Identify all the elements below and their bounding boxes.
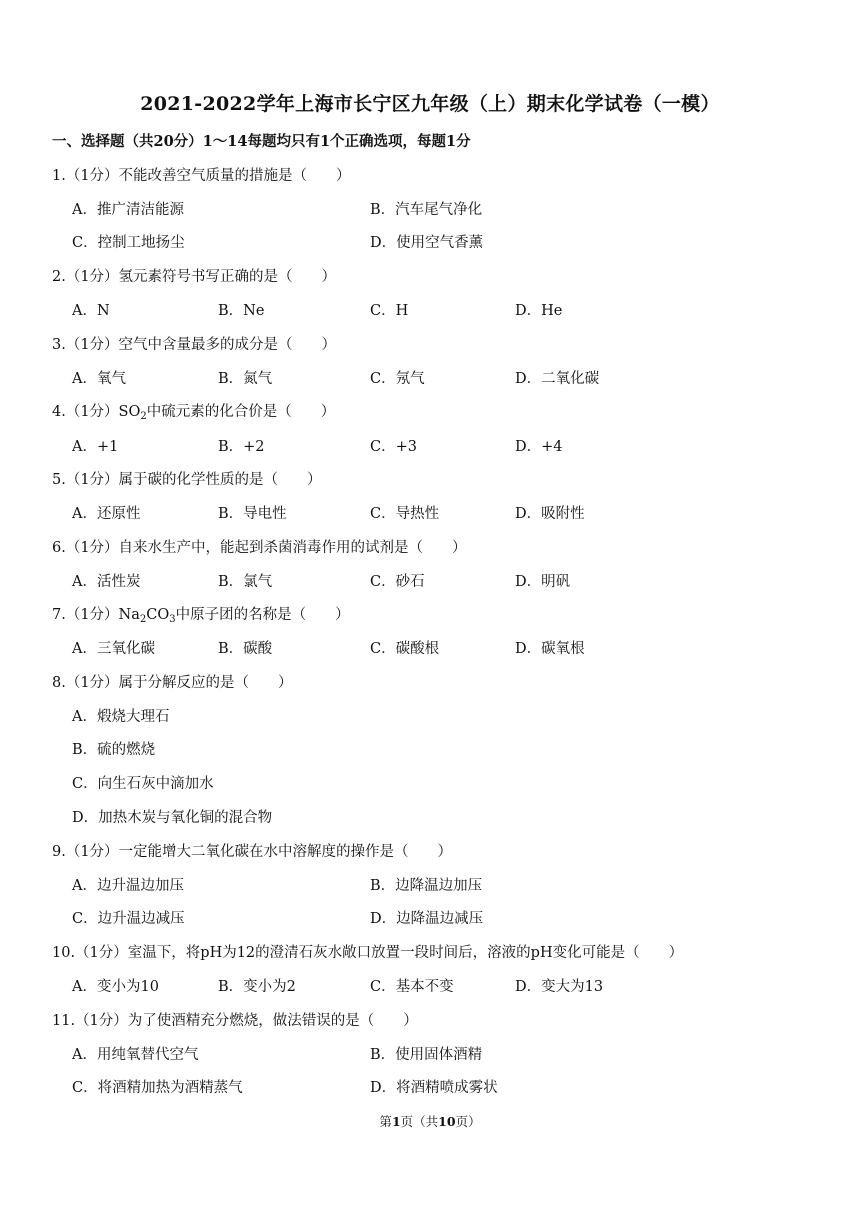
page-total: 10 <box>438 1114 456 1129</box>
option-b: B．使用固体酒精 <box>370 1047 483 1063</box>
option-c: C．+3 <box>370 439 417 455</box>
stem-text: CO <box>146 607 170 623</box>
option-b: B．变小为2 <box>218 979 296 995</box>
question-stem: 5.（1分）属于碳的化学性质的是（ ） <box>52 472 322 488</box>
option-d: D．He <box>515 303 563 319</box>
option-a: A．N <box>72 303 110 319</box>
option-d: D．+4 <box>515 439 563 455</box>
option-a: A．氧气 <box>72 371 126 387</box>
option-c: C．边升温边减压 <box>72 911 185 927</box>
question-stem <box>52 400 335 421</box>
option-c: C．将酒精加热为酒精蒸气 <box>72 1080 243 1096</box>
exam-title: 2021-2022学年上海市长宁区九年级（上）期末化学试卷（一模） <box>140 93 720 115</box>
option-a: A．煅烧大理石 <box>72 709 170 725</box>
option-d: D．变大为13 <box>515 979 604 995</box>
footer-text: 页） <box>455 1114 481 1129</box>
stem-text: 7.（1分）Na <box>52 607 140 623</box>
option-a: A．活性炭 <box>72 574 141 590</box>
option-b: B．导电性 <box>218 506 287 522</box>
question-stem: 11.（1分）为了使酒精充分燃烧，做法错误的是（ ） <box>52 1013 418 1029</box>
option-d: D．吸附性 <box>515 506 585 522</box>
question-stem <box>52 603 350 624</box>
page-number: 1 <box>391 1114 401 1129</box>
option-c: C．导热性 <box>370 506 440 522</box>
stem-text: 中硫元素的化合价是（ ） <box>146 404 336 420</box>
option-d: D．边降温边减压 <box>370 911 484 927</box>
option-b: B．碳酸 <box>218 641 273 657</box>
option-a: A．还原性 <box>72 506 141 522</box>
page-footer <box>0 1112 860 1130</box>
option-c: C．氖气 <box>370 371 425 387</box>
option-b: B．硫的燃烧 <box>72 742 156 758</box>
option-a: A．推广清洁能源 <box>72 202 184 218</box>
question-stem: 2.（1分）氢元素符号书写正确的是（ ） <box>52 269 337 285</box>
option-d: D．将酒精喷成雾状 <box>370 1080 498 1096</box>
option-c: C．碳酸根 <box>370 641 440 657</box>
option-d: D．碳氧根 <box>515 641 585 657</box>
subscript: 3 <box>169 614 176 625</box>
footer-text: 第 <box>379 1114 392 1129</box>
option-c: C．砂石 <box>370 574 425 590</box>
question-stem: 8.（1分）属于分解反应的是（ ） <box>52 675 293 691</box>
option-d: D．使用空气香薰 <box>370 235 484 251</box>
option-b: B．汽车尾气净化 <box>370 202 483 218</box>
stem-text: 中原子团的名称是（ ） <box>175 607 350 623</box>
footer-text: 页（共 <box>400 1114 439 1129</box>
option-b: B．+2 <box>218 439 265 455</box>
question-stem: 10.（1分）室温下，将pH为12的澄清石灰水敞口放置一段时间后，溶液的pH变化可能是（ ） <box>52 945 684 961</box>
option-b: B．Ne <box>218 303 265 319</box>
option-a: A．三氧化碳 <box>72 641 155 657</box>
option-a: A．变小为10 <box>72 979 159 995</box>
subscript: 2 <box>140 411 147 422</box>
option-c: C．控制工地扬尘 <box>72 235 185 251</box>
option-d: D．二氧化碳 <box>515 371 600 387</box>
option-a: A．用纯氧替代空气 <box>72 1047 199 1063</box>
question-stem: 1.（1分）不能改善空气质量的措施是（ ） <box>52 168 351 184</box>
question-stem: 6.（1分）自来水生产中，能起到杀菌消毒作用的试剂是（ ） <box>52 540 467 556</box>
option-a: A．边升温边加压 <box>72 878 184 894</box>
option-b: B．氮气 <box>218 371 273 387</box>
option-c: C．H <box>370 303 409 319</box>
option-c: C．向生石灰中滴加水 <box>72 776 214 792</box>
option-d: D．明矾 <box>515 574 571 590</box>
option-c: C．基本不变 <box>370 979 454 995</box>
option-b: B．边降温边加压 <box>370 878 483 894</box>
option-d: D．加热木炭与氧化铜的混合物 <box>72 810 273 826</box>
question-stem: 9.（1分）一定能增大二氧化碳在水中溶解度的操作是（ ） <box>52 844 453 860</box>
option-a: A．+1 <box>72 439 119 455</box>
option-b: B．氯气 <box>218 574 273 590</box>
stem-text: 4.（1分）SO <box>52 404 141 420</box>
subscript: 2 <box>139 614 147 625</box>
question-stem: 3.（1分）空气中含量最多的成分是（ ） <box>52 337 337 353</box>
section-heading: 一、选择题（共20分）1～14每题均只有1个正确选项，每题1分 <box>52 133 471 150</box>
